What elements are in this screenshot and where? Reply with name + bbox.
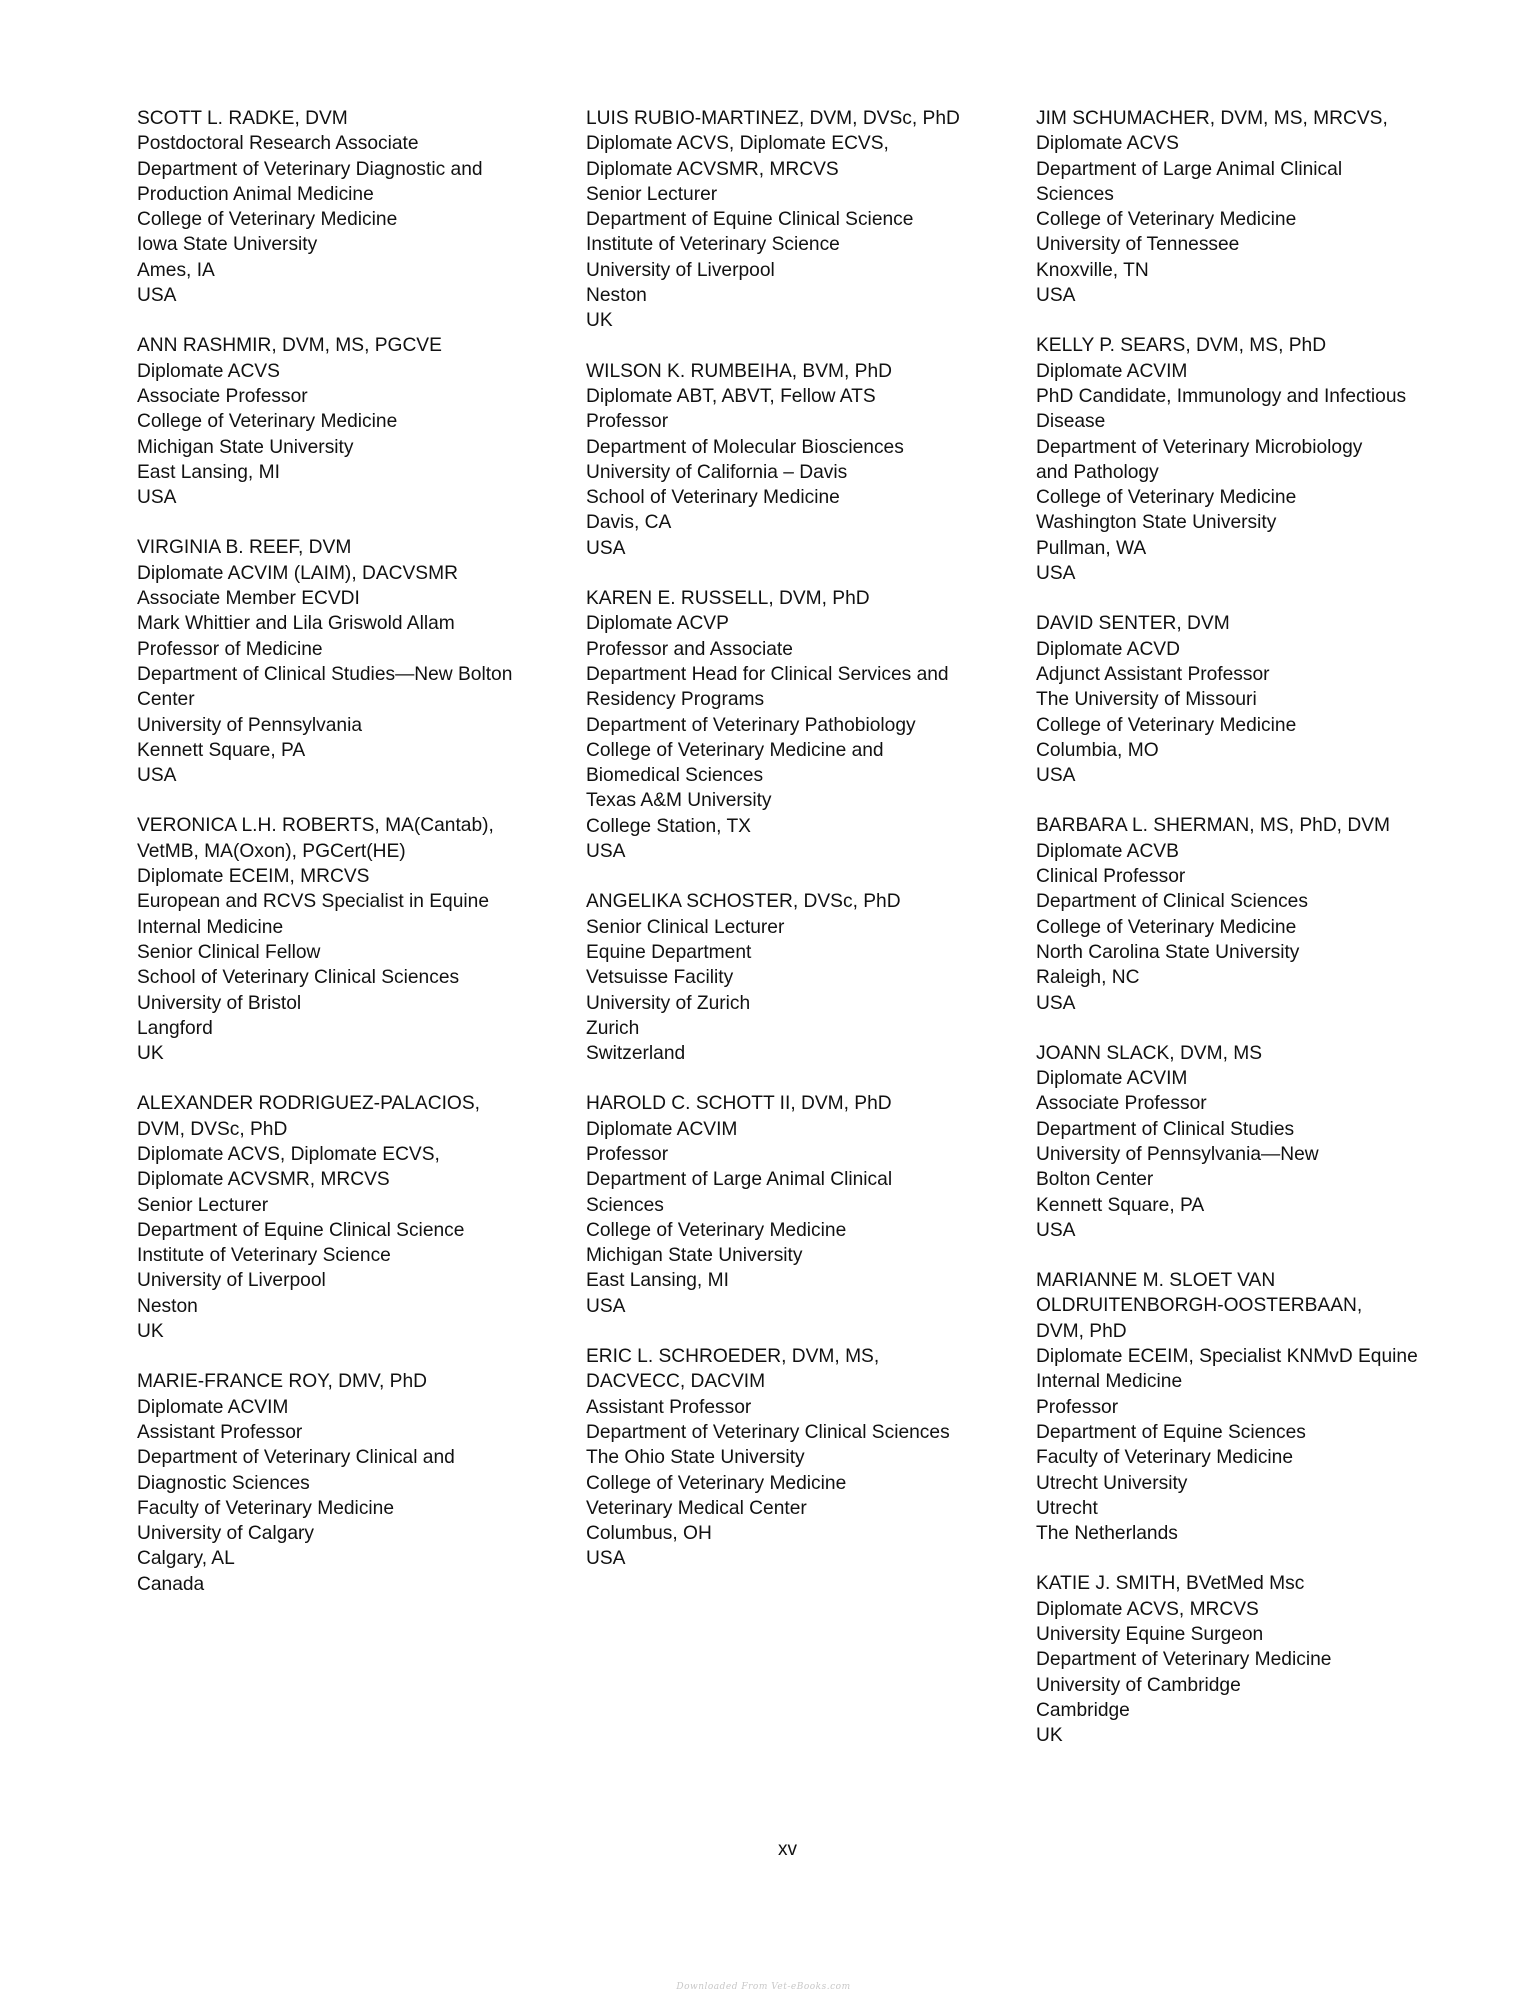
contributor-affiliation-line: East Lansing, MI — [586, 1270, 729, 1292]
contributor-affiliation-line: College of Veterinary Medicine — [1036, 487, 1297, 509]
contributor-name: VIRGINIA B. REEF, DVM — [137, 537, 352, 559]
contributor-affiliation-line: Diplomate ACVIM — [137, 1396, 289, 1418]
download-watermark: Downloaded From Vet-eBooks.com — [676, 1982, 851, 1992]
contributor-entry — [1036, 106, 1476, 308]
contributor-affiliation-line: Diplomate ACVS — [1036, 133, 1179, 155]
contributor-affiliation-line: University of Zurich — [586, 992, 751, 1014]
contributor-affiliation-line: Department of Veterinary Clinical and — [137, 1447, 455, 1469]
contributor-affiliation-line: Washington State University — [1036, 512, 1277, 534]
contributor-affiliation-line: University of Liverpool — [137, 1270, 326, 1292]
contributor-affiliation-line: Calgary, AL — [137, 1548, 235, 1570]
contributors-column-1 — [137, 106, 567, 1622]
contributor-affiliation-line: Department of Equine Clinical Science — [586, 209, 914, 231]
contributor-affiliation-line: Department of Clinical Studies — [1036, 1118, 1295, 1140]
contributor-name: ALEXANDER RODRIGUEZ-PALACIOS, — [137, 1093, 480, 1115]
contributor-affiliation-line: Columbus, OH — [586, 1523, 712, 1545]
contributor-affiliation-line: Department of Veterinary Pathobiology — [586, 714, 916, 736]
contributor-affiliation-line: Diplomate ABT, ABVT, Fellow ATS — [586, 385, 876, 407]
contributor-affiliation-line: Department Head for Clinical Services and — [586, 663, 949, 685]
contributor-affiliation-line: Diplomate ACVIM — [586, 1118, 738, 1140]
contributor-affiliation-line: Diplomate ACVIM — [1036, 360, 1188, 382]
contributor-entry — [137, 1091, 567, 1344]
contributors-column-2 — [586, 106, 1016, 1597]
contributor-affiliation-line: Diplomate ACVS, MRCVS — [1036, 1598, 1259, 1620]
contributor-affiliation-line: The Ohio State University — [586, 1447, 805, 1469]
contributor-affiliation-line: Diplomate ACVIM — [1036, 1068, 1188, 1090]
contributor-affiliation-line: Neston — [586, 285, 647, 307]
contributor-entry — [1036, 1268, 1476, 1546]
contributor-affiliation-line: Michigan State University — [586, 1245, 803, 1267]
contributor-affiliation-line: College of Veterinary Medicine — [1036, 714, 1297, 736]
contributor-affiliation-line: DACVECC, DACVIM — [586, 1371, 766, 1393]
contributor-affiliation-line: Associate Professor — [137, 385, 308, 407]
contributor-affiliation-line: The Netherlands — [1036, 1523, 1178, 1545]
contributor-affiliation-line: DVM, PhD — [1036, 1320, 1127, 1342]
contributor-affiliation-line: USA — [1036, 285, 1076, 307]
contributor-name: DAVID SENTER, DVM — [1036, 613, 1230, 635]
contributor-name: VERONICA L.H. ROBERTS, MA(Cantab), — [137, 815, 494, 837]
contributor-affiliation-line: Department of Equine Clinical Science — [137, 1219, 465, 1241]
contributor-entry — [137, 1369, 567, 1597]
contributor-affiliation-line: Department of Veterinary Medicine — [1036, 1649, 1332, 1671]
contributor-affiliation-line: USA — [137, 487, 177, 509]
contributor-entry — [137, 535, 567, 788]
contributor-affiliation-line: PhD Candidate, Immunology and Infectious — [1036, 385, 1407, 407]
contributor-affiliation-line: European and RCVS Specialist in Equine — [137, 891, 489, 913]
contributor-affiliation-line: VetMB, MA(Oxon), PGCert(HE) — [137, 840, 406, 862]
contributor-affiliation-line: Senior Clinical Fellow — [137, 941, 321, 963]
contributor-name: MARIE-FRANCE ROY, DMV, PhD — [137, 1371, 428, 1393]
contributor-affiliation-line: USA — [1036, 765, 1076, 787]
contributor-affiliation-line: Diplomate ACVS, Diplomate ECVS, — [137, 1143, 440, 1165]
contributor-name: JIM SCHUMACHER, DVM, MS, MRCVS, — [1036, 108, 1388, 129]
contributor-affiliation-line: Biomedical Sciences — [586, 765, 764, 787]
contributor-affiliation-line: Sciences — [1036, 183, 1114, 205]
contributor-affiliation-line: Vetsuisse Facility — [586, 967, 734, 989]
contributor-affiliation-line: Department of Large Animal Clinical — [1036, 158, 1343, 180]
contributor-affiliation-line: Department of Molecular Biosciences — [586, 436, 904, 458]
contributor-affiliation-line: College of Veterinary Medicine — [137, 209, 398, 231]
contributor-affiliation-line: USA — [1036, 563, 1076, 585]
contributor-affiliation-line: University of Liverpool — [586, 259, 775, 281]
contributor-affiliation-line: College of Veterinary Medicine — [586, 1472, 847, 1494]
contributor-name: SCOTT L. RADKE, DVM — [137, 108, 348, 129]
contributor-affiliation-line: USA — [1036, 992, 1076, 1014]
contributor-entry — [586, 586, 1016, 864]
contributor-affiliation-line: Diplomate ACVSMR, MRCVS — [586, 158, 839, 180]
contributor-affiliation-line: Raleigh, NC — [1036, 967, 1140, 989]
contributor-affiliation-line: Texas A&M University — [586, 790, 772, 812]
contributor-entry — [1036, 333, 1476, 586]
contributor-affiliation-line: Senior Lecturer — [137, 1194, 269, 1216]
contributor-affiliation-line: Internal Medicine — [137, 916, 284, 938]
contributor-affiliation-line: Diplomate ECEIM, MRCVS — [137, 866, 370, 888]
contributor-affiliation-line: Associate Professor — [1036, 1093, 1207, 1115]
contributor-affiliation-line: Professor and Associate — [586, 638, 793, 660]
contributor-name: KATIE J. SMITH, BVetMed Msc — [1036, 1573, 1305, 1595]
contributor-entry — [586, 889, 1016, 1066]
contributor-affiliation-line: OLDRUITENBORGH-OOSTERBAAN, — [1036, 1295, 1363, 1317]
contributor-entry — [586, 1344, 1016, 1572]
contributor-affiliation-line: College of Veterinary Medicine and — [586, 739, 884, 761]
contributor-affiliation-line: Kennett Square, PA — [1036, 1194, 1205, 1216]
contributor-affiliation-line: Pullman, WA — [1036, 537, 1147, 559]
contributor-affiliation-line: Equine Department — [586, 941, 752, 963]
contributor-affiliation-line: Internal Medicine — [1036, 1371, 1183, 1393]
contributors-column-3 — [1036, 106, 1476, 1774]
contributor-affiliation-line: Sciences — [586, 1194, 664, 1216]
contributor-affiliation-line: Department of Clinical Studies—New Bolton — [137, 663, 513, 685]
contributor-affiliation-line: DVM, DVSc, PhD — [137, 1118, 288, 1140]
contributor-affiliation-line: Canada — [137, 1573, 205, 1595]
contributor-entry — [137, 106, 567, 308]
contributor-affiliation-line: Switzerland — [586, 1043, 686, 1065]
contributor-affiliation-line: Zurich — [586, 1017, 640, 1039]
contributor-affiliation-line: University of California – Davis — [586, 461, 848, 483]
contributor-affiliation-line: Kennett Square, PA — [137, 739, 306, 761]
contributor-affiliation-line: Professor — [586, 1143, 669, 1165]
contributor-affiliation-line: Neston — [137, 1295, 198, 1317]
contributor-affiliation-line: Davis, CA — [586, 512, 672, 534]
contributor-affiliation-line: Professor — [586, 411, 669, 433]
contributor-affiliation-line: Department of Clinical Sciences — [1036, 891, 1308, 913]
contributor-entry — [137, 333, 567, 510]
contributor-affiliation-line: College of Veterinary Medicine — [137, 411, 398, 433]
contributor-affiliation-line: UK — [1036, 1725, 1063, 1747]
contributor-name: WILSON K. RUMBEIHA, BVM, PhD — [586, 360, 892, 382]
contributor-affiliation-line: Faculty of Veterinary Medicine — [1036, 1447, 1294, 1469]
contributor-affiliation-line: Disease — [1036, 411, 1106, 433]
contributor-name: KELLY P. SEARS, DVM, MS, PhD — [1036, 335, 1327, 357]
contributor-affiliation-line: Utrecht — [1036, 1497, 1098, 1519]
contributor-affiliation-line: East Lansing, MI — [137, 461, 280, 483]
contributor-affiliation-line: Adjunct Assistant Professor — [1036, 663, 1270, 685]
contributor-affiliation-line: University of Calgary — [137, 1523, 315, 1545]
contributor-affiliation-line: USA — [586, 841, 626, 863]
contributor-affiliation-line: School of Veterinary Clinical Sciences — [137, 967, 460, 989]
contributor-affiliation-line: Diplomate ACVB — [1036, 840, 1179, 862]
contributor-affiliation-line: North Carolina State University — [1036, 941, 1300, 963]
contributor-affiliation-line: UK — [586, 310, 613, 332]
contributor-affiliation-line: University of Tennessee — [1036, 234, 1240, 256]
contributor-affiliation-line: Diplomate ECEIM, Specialist KNMvD Equine — [1036, 1346, 1418, 1368]
contributor-affiliation-line: University of Pennsylvania — [137, 714, 363, 736]
contributor-affiliation-line: Utrecht University — [1036, 1472, 1188, 1494]
contributor-affiliation-line: College Station, TX — [586, 815, 751, 837]
contributor-affiliation-line: College of Veterinary Medicine — [1036, 209, 1297, 231]
contributor-affiliation-line: University of Bristol — [137, 992, 302, 1014]
contributor-affiliation-line: USA — [586, 1295, 626, 1317]
contributor-affiliation-line: Department of Equine Sciences — [1036, 1421, 1306, 1443]
contributor-affiliation-line: Columbia, MO — [1036, 739, 1159, 761]
contributor-affiliation-line: Cambridge — [1036, 1699, 1130, 1721]
contributor-affiliation-line: USA — [1036, 1219, 1076, 1241]
contributor-affiliation-line: College of Veterinary Medicine — [1036, 916, 1297, 938]
page-number: xv — [778, 1839, 797, 1860]
contributor-affiliation-line: Production Animal Medicine — [137, 183, 374, 205]
contributor-affiliation-line: Diagnostic Sciences — [137, 1472, 310, 1494]
contributor-affiliation-line: Diplomate ACVS, Diplomate ECVS, — [586, 133, 889, 155]
contributor-affiliation-line: The University of Missouri — [1036, 689, 1257, 711]
contributor-affiliation-line: USA — [586, 1548, 626, 1570]
contributor-name: HAROLD C. SCHOTT II, DVM, PhD — [586, 1093, 892, 1115]
contributor-affiliation-line: College of Veterinary Medicine — [586, 1219, 847, 1241]
contributor-affiliation-line: University of Pennsylvania—New — [1036, 1143, 1319, 1165]
contributor-affiliation-line: Diplomate ACVSMR, MRCVS — [137, 1169, 390, 1191]
contributor-affiliation-line: Bolton Center — [1036, 1169, 1154, 1191]
contributor-affiliation-line: USA — [137, 285, 177, 307]
contributor-affiliation-line: Iowa State University — [137, 234, 318, 256]
contributor-affiliation-line: Diplomate ACVP — [586, 613, 729, 635]
contributor-affiliation-line: UK — [137, 1043, 164, 1065]
contributor-affiliation-line: University of Cambridge — [1036, 1674, 1241, 1696]
contributor-affiliation-line: University Equine Surgeon — [1036, 1624, 1264, 1646]
contributor-entry — [1036, 1041, 1476, 1243]
contributor-entry — [586, 106, 1016, 334]
contributor-affiliation-line: Mark Whittier and Lila Griswold Allam — [137, 613, 455, 635]
contributor-name: ANGELIKA SCHOSTER, DVSc, PhD — [586, 891, 901, 913]
contributor-affiliation-line: Center — [137, 689, 195, 711]
contributor-affiliation-line: Knoxville, TN — [1036, 259, 1149, 281]
contributor-name: MARIANNE M. SLOET VAN — [1036, 1270, 1276, 1292]
contributor-name: LUIS RUBIO-MARTINEZ, DVM, DVSc, PhD — [586, 108, 960, 129]
contributor-affiliation-line: Diplomate ACVIM (LAIM), DACVSMR — [137, 562, 458, 584]
contributor-affiliation-line: Professor of Medicine — [137, 638, 323, 660]
contributor-affiliation-line: UK — [137, 1321, 164, 1343]
contributor-affiliation-line: Ames, IA — [137, 259, 215, 281]
contributor-affiliation-line: Department of Veterinary Clinical Sciences — [586, 1421, 950, 1443]
contributor-entry — [1036, 813, 1476, 1015]
contributor-affiliation-line: and Pathology — [1036, 461, 1159, 483]
contributor-affiliation-line: Senior Clinical Lecturer — [586, 916, 785, 938]
contributor-name: BARBARA L. SHERMAN, MS, PhD, DVM — [1036, 815, 1390, 837]
contributor-affiliation-line: Department of Veterinary Microbiology — [1036, 436, 1363, 458]
contributor-affiliation-line: Institute of Veterinary Science — [586, 234, 840, 256]
contributor-affiliation-line: Assistant Professor — [137, 1421, 303, 1443]
contributor-affiliation-line: Diplomate ACVD — [1036, 638, 1180, 660]
contributor-affiliation-line: Veterinary Medical Center — [586, 1497, 807, 1519]
contributor-entry — [137, 813, 567, 1066]
contributor-affiliation-line: Residency Programs — [586, 689, 765, 711]
contributor-entry — [1036, 611, 1476, 788]
contributor-entry — [586, 359, 1016, 561]
contributor-affiliation-line: Langford — [137, 1017, 213, 1039]
contributor-affiliation-line: Senior Lecturer — [586, 183, 718, 205]
contributor-affiliation-line: Postdoctoral Research Associate — [137, 133, 419, 155]
contributor-affiliation-line: Department of Large Animal Clinical — [586, 1169, 893, 1191]
contributor-affiliation-line: Associate Member ECVDI — [137, 588, 360, 610]
contributor-name: ERIC L. SCHROEDER, DVM, MS, — [586, 1346, 880, 1368]
contributor-affiliation-line: Diplomate ACVS — [137, 360, 280, 382]
contributor-name: ANN RASHMIR, DVM, MS, PGCVE — [137, 335, 442, 357]
contributor-affiliation-line: School of Veterinary Medicine — [586, 487, 840, 509]
contributor-affiliation-line: Institute of Veterinary Science — [137, 1245, 391, 1267]
contributor-entry — [1036, 1571, 1476, 1748]
contributor-affiliation-line: USA — [137, 765, 177, 787]
contributor-affiliation-line: Clinical Professor — [1036, 866, 1186, 888]
contributor-name: JOANN SLACK, DVM, MS — [1036, 1042, 1263, 1064]
contributor-affiliation-line: Assistant Professor — [586, 1396, 752, 1418]
contributor-affiliation-line: Michigan State University — [137, 436, 354, 458]
contributor-affiliation-line: Department of Veterinary Diagnostic and — [137, 158, 483, 180]
contributor-entry — [586, 1091, 1016, 1319]
contributor-affiliation-line: USA — [586, 537, 626, 559]
contributor-name: KAREN E. RUSSELL, DVM, PhD — [586, 588, 870, 610]
contributor-affiliation-line: Professor — [1036, 1396, 1119, 1418]
contributor-affiliation-line: Faculty of Veterinary Medicine — [137, 1497, 395, 1519]
